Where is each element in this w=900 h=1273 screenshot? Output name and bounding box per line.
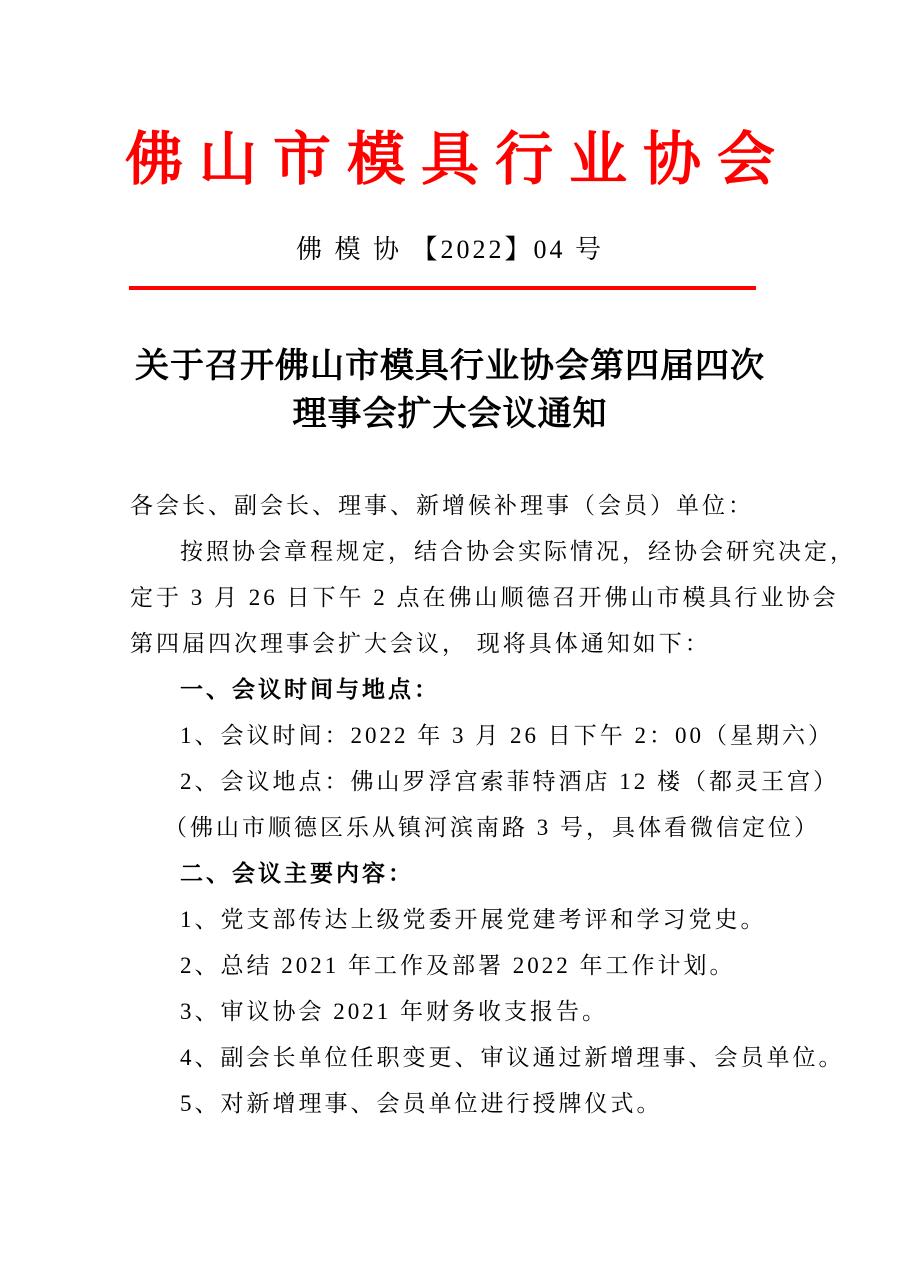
body-line: [130, 897, 790, 943]
body-line-text: 3、审议协会 2021 年财务收支报告。: [180, 999, 608, 1024]
divider-line: [129, 286, 756, 290]
body-line-text: 1、会议时间：2022 年 3 月 26 日下午 2：00（星期六）: [180, 723, 834, 748]
body-line: [130, 621, 790, 667]
body-line: [130, 483, 790, 529]
body-line-text: 各会长、副会长、理事、新增候补理事（会员）单位：: [130, 493, 754, 518]
body-line-text: 1、党支部传达上级党委开展党建考评和学习党史。: [180, 907, 767, 932]
notice-title-line2: 理事会扩大会议通知: [292, 396, 608, 433]
body-line-text: 第四届四次理事会扩大会议， 现将具体通知如下：: [130, 631, 711, 656]
body-line: [130, 529, 856, 575]
notice-body: [130, 483, 856, 1127]
body-line: [130, 943, 790, 989]
doc-number: 佛 模 协 【2022】04 号: [295, 235, 604, 264]
body-line: [130, 1081, 790, 1127]
body-line: [130, 575, 839, 621]
body-line-text: 二、会议主要内容：: [180, 861, 414, 886]
body-line: [130, 851, 790, 897]
body-line: [130, 759, 839, 805]
body-line: [130, 805, 820, 851]
body-line-text: 5、对新增理事、会员单位进行授牌仪式。: [180, 1091, 663, 1116]
body-line-text: 4、副会长单位任职变更、审议通过新增理事、会员单位。: [180, 1045, 845, 1070]
body-line-text: 2、总结 2021 年工作及部署 2022 年工作计划。: [180, 953, 736, 978]
notice-title: [0, 343, 900, 439]
body-line-text: 一、会议时间与地点：: [180, 677, 440, 702]
notice-title-line1: 关于召开佛山市模具行业协会第四届四次: [135, 348, 765, 385]
org-title: 佛山市模具行业协会: [124, 127, 791, 192]
body-line: [130, 1035, 845, 1081]
body-line: [130, 989, 790, 1035]
body-line: [130, 713, 834, 759]
body-line-text: 按照协会章程规定，结合协会实际情况，经协会研究决定，: [180, 539, 856, 564]
body-line-text: 2、会议地点：佛山罗浮宫索菲特酒店 12 楼（都灵王宫）: [180, 769, 839, 794]
body-line-text: （佛山市顺德区乐从镇河滨南路 3 号，具体看微信定位）: [164, 815, 820, 840]
body-line: [130, 667, 790, 713]
body-line-text: 定于 3 月 26 日下午 2 点在佛山顺德召开佛山市模具行业协会: [130, 585, 839, 610]
